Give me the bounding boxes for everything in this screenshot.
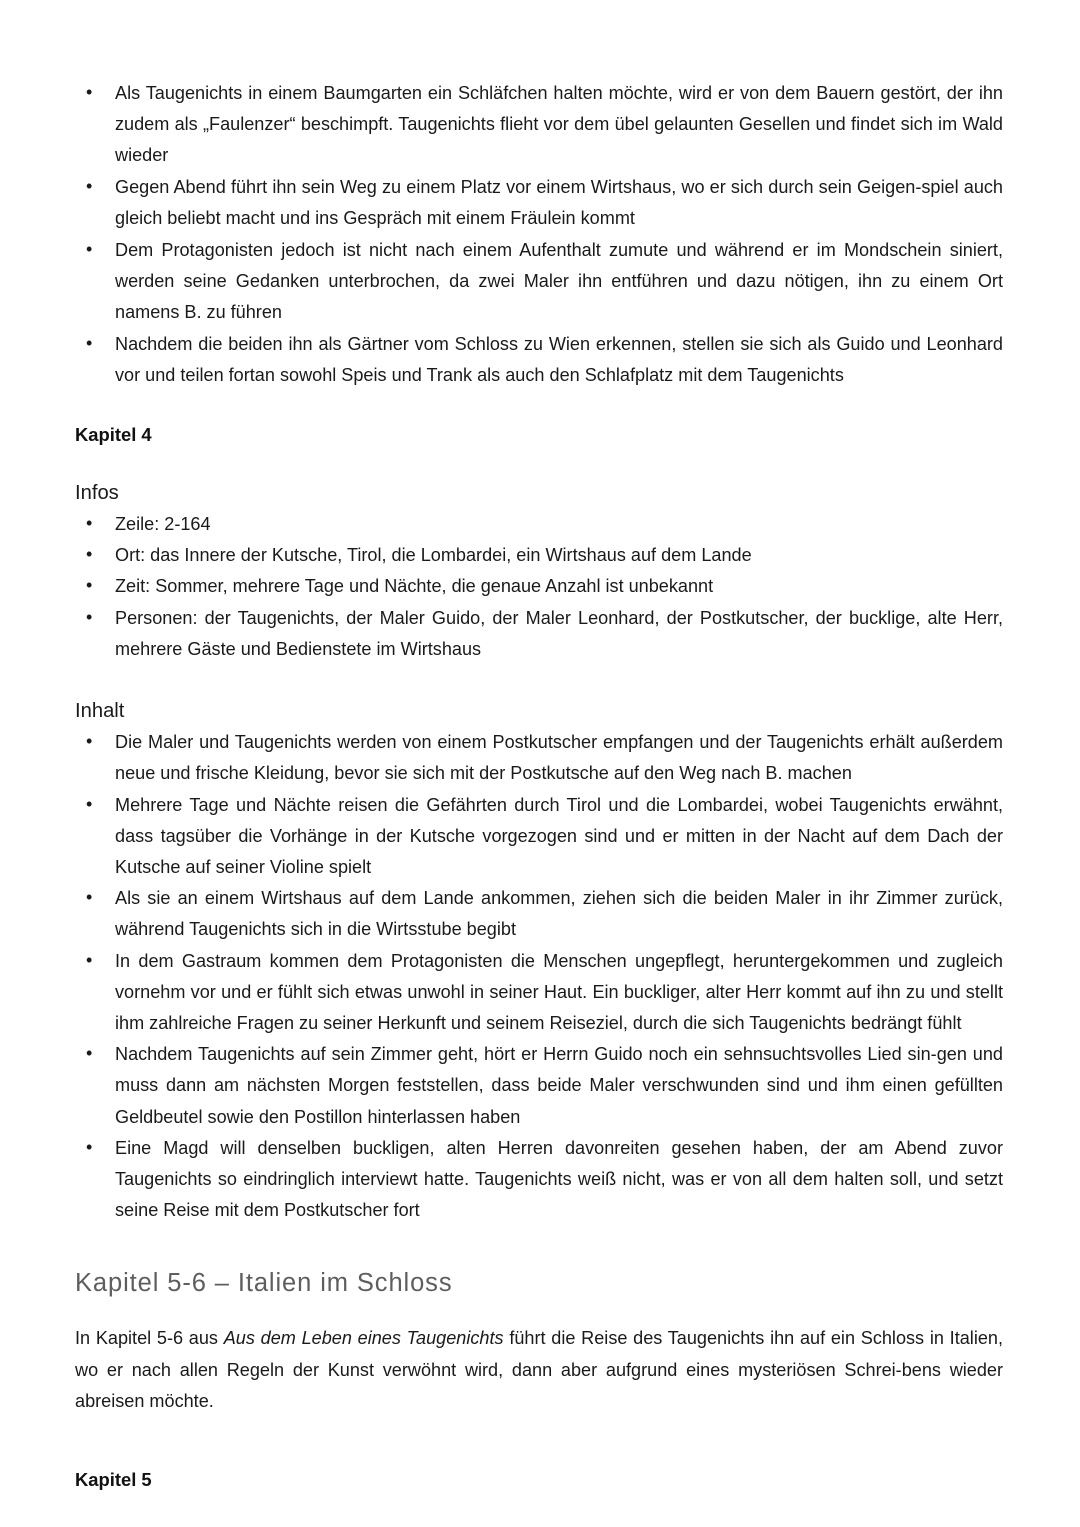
- heading-kapitel-4: Kapitel 4: [75, 423, 152, 445]
- list-item: • Als Taugenichts in einem Baumgarten ein Schläfchen halten möchte, wird er von dem Bauern gestört, der ihn zudem als „Faulenzer“ beschimpft. Taugenichts flieht vor dem übel gelaunten Gesellen und findet sich im Wald wieder: [75, 78, 1003, 172]
- spacer: [75, 1302, 1003, 1323]
- spacer: [75, 1226, 1003, 1264]
- spacer: [75, 450, 1003, 478]
- heading-kapitel-5-6: Kapitel 5-6 – Italien im Schloss: [75, 1269, 453, 1298]
- intro-bullet-list: [75, 78, 1003, 392]
- subheading-infos: Infos: [75, 481, 119, 504]
- list-item: • Gegen Abend führt ihn sein Weg zu einem Platz vor einem Wirtshaus, wo er sich durch sein Geigen-spiel auch gleich beliebt macht und ins Gespräch mit einem Fräulein kommt: [75, 172, 1003, 234]
- spacer: [75, 392, 1003, 419]
- list-item: • Nachdem die beiden ihn als Gärtner vom Schloss zu Wien erkennen, stellen sie sich als Guido und Leonhard vor und teilen fortan sowohl Speis und Trank als auch den Schlafplatz mit dem Taugenichts: [75, 329, 1003, 391]
- spacer: [75, 665, 1003, 696]
- subheading-inhalt: Inhalt: [75, 699, 125, 722]
- paragraph-text-after: führt die Reise des Taugenichts ihn auf ein Schloss in Italien, wo er nach allen Regeln der Kunst verwöhnt wird, dann aber aufgrund eines mysteriösen Schrei-bens wieder abreisen möchte.: [75, 1328, 1003, 1411]
- list-item: • Nachdem Taugenichts auf sein Zimmer geht, hört er Herrn Guido noch ein sehnsuchtsvolles Lied sin-gen und muss dann am nächsten Morgen feststellen, dass beide Maler verschwunden sind und ihm einen gefüllten Geldbeutel sowie den Postillon hinterlassen haben: [75, 1039, 1003, 1133]
- list-item: • Eine Magd will denselben buckligen, alten Herren davonreiten gesehen haben, der am Abend zuvor Taugenichts so eindringlich interviewt hatte. Taugenichts weiß nicht, was er von all dem halten soll, und setzt seine Reise mit dem Postkutscher fort: [75, 1133, 1003, 1227]
- list-item: • Als sie an einem Wirtshaus auf dem Lande ankommen, ziehen sich die beiden Maler in ihr Zimmer zurück, während Taugenichts sich in die Wirtsstube begibt: [75, 883, 1003, 945]
- kapitel-5-6-paragraph: [75, 1323, 1003, 1417]
- spacer: [75, 1417, 1003, 1464]
- book-title-italic: Aus dem Leben eines Taugenichts: [223, 1328, 504, 1349]
- top-spacer: [75, 0, 1003, 78]
- list-item: • Ort: das Innere der Kutsche, Tirol, die Lombardei, ein Wirtshaus auf dem Lande: [75, 540, 1003, 571]
- infos-bullet-list: [75, 509, 1003, 665]
- paragraph-text-before: In Kapitel 5-6 aus: [75, 1328, 224, 1349]
- inhalt-bullet-list: [75, 727, 1003, 1226]
- list-item: • In dem Gastraum kommen dem Protagonisten die Menschen ungepflegt, heruntergekommen und zugleich vornehm vor und er fühlt sich etwas unwohl in seiner Haut. Ein buckliger, alter Herr kommt auf ihn zu und stellt ihm zahlreiche Fragen zu seiner Herkunft und seinem Reiseziel, durch die sich Taugenichts bedrängt fühlt: [75, 946, 1003, 1040]
- list-item: • Mehrere Tage und Nächte reisen die Gefährten durch Tirol und die Lombardei, wobei Taugenichts erwähnt, dass tagsüber die Vorhänge in der Kutsche vorgezogen sind und er mitten in der Nacht auf dem Dach der Kutsche auf seiner Violine spielt: [75, 790, 1003, 884]
- list-item: • Zeile: 2-164: [75, 509, 1003, 540]
- heading-kapitel-5: Kapitel 5: [75, 1469, 152, 1491]
- list-item: • Personen: der Taugenichts, der Maler Guido, der Maler Leonhard, der Postkutscher, der bucklige, alte Herr, mehrere Gäste und Bedienstete im Wirtshaus: [75, 603, 1003, 665]
- list-item: • Die Maler und Taugenichts werden von einem Postkutscher empfangen und der Taugenichts erhält außerdem neue und frische Kleidung, bevor sie sich mit der Postkutsche auf den Weg nach B. machen: [75, 727, 1003, 789]
- document-content: [75, 0, 1003, 1495]
- list-item: • Dem Protagonisten jedoch ist nicht nach einem Aufenthalt zumute und während er im Mondschein siniert, werden seine Gedanken unterbrochen, da zwei Maler ihn entführen und dazu nötigen, ihn zu einem Ort namens B. zu führen: [75, 235, 1003, 329]
- list-item: • Zeit: Sommer, mehrere Tage und Nächte, die genaue Anzahl ist unbekannt: [75, 571, 1003, 602]
